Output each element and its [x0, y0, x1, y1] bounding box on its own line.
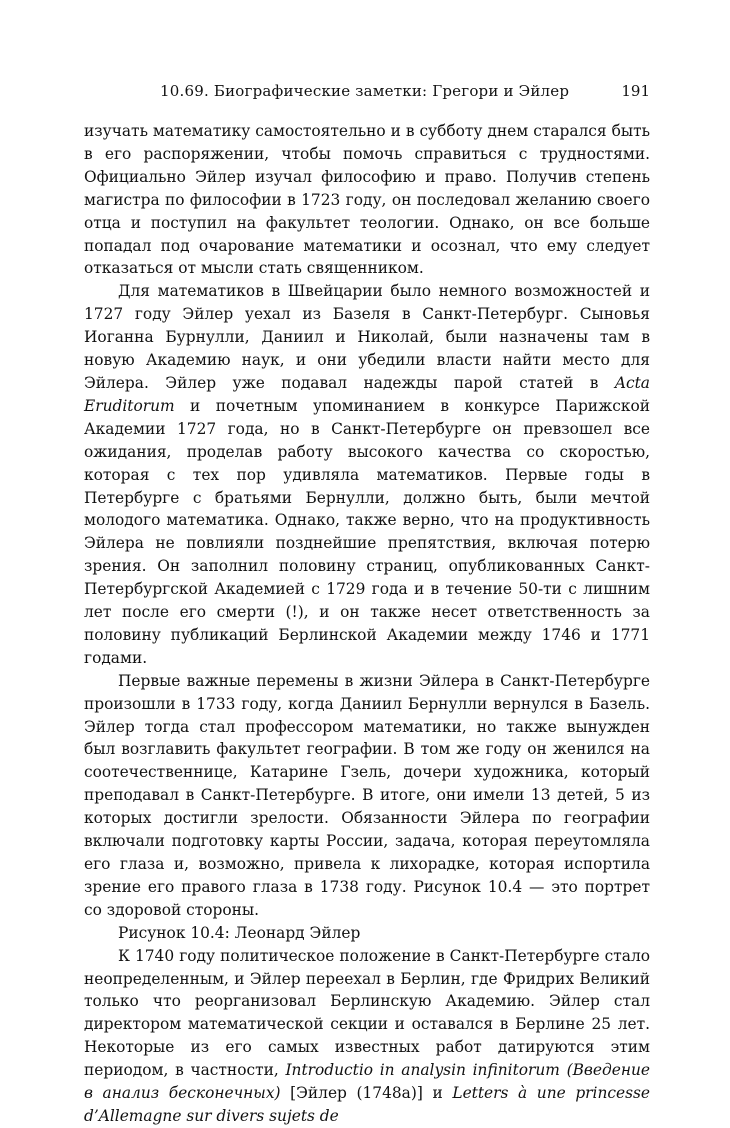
work-title-letters: Letters à une princesse d’Allemagne sur divers sujets de [84, 1084, 651, 1125]
paragraph-text: К 1740 году политическое положение в Санкт-Петербурге стало неопределенным, и Эйлер переехал в Берлин, где Фридрих Великий только что реорганизовал Берлинскую Академию. Эйлер стал директором математической секции и оставался в Берлине 25 лет. Некоторые из его самых известных работ датируются этим периодом, в частности, [84, 946, 650, 1080]
work-title-introductio: Introductio in analysin infinitorum (Введение в анализ бесконечных) [84, 1061, 650, 1103]
paragraph-text: и почетным упоминанием в конкурсе Парижской Академии 1727 года, но в Санкт-Петербурге он превзошел все ожидания, проделав работу высокого качества со скоростью, которая с тех пор удивляла математиков. Первые годы в Петербурге с братьями Бернулли, должно быть, были мечтой молодого математика. Однако, также верно, что на продуктивность Эйлера не повлияли позднейшие препятствия, включая потерю зрения. Он заполнил половину страниц, опубликованных Санкт-Петербургской Академией с 1729 года и в течение 50-ти с лишним лет после его смерти (!), и он также несет ответственность за половину публикаций Берлинской Академии между 1746 и 1771 годами. [84, 396, 650, 667]
paragraph-berlin [84, 945, 650, 1128]
journal-title: Acta Eruditorum [84, 373, 650, 415]
paragraph-petersburg [84, 280, 650, 669]
running-header [84, 82, 650, 106]
body-text [84, 120, 650, 1128]
section-title: 10.69. Биографические заметки: Грегори и Эйлер [160, 82, 570, 100]
figure-caption: Рисунок 10.4: Леонард Эйлер [118, 923, 361, 942]
paragraph-text: Для математиков в Швейцарии было немного возможностей и 1727 году Эйлер уехал из Базеля в Санкт-Петербург. Сыновья Иоганна Бурнулли, Даниил и Николай, были назначены там в новую Академию наук, и они убедили власти найти место для Эйлера. Эйлер уже подавал надежды парой статей в [84, 282, 650, 392]
paragraph-text: [Эйлер (1748a)] и [280, 1084, 453, 1103]
page-number: 191 [621, 82, 650, 100]
paragraph-changes: Первые важные перемены в жизни Эйлера в Санкт-Петербурге произошли в 1733 году, когда Даниил Бернулли вернулся в Базель. Эйлер тогда стал профессором математики, но также вынужден был возглавить факультет географии. В том же году он женился на соотечественнице, Катарине Гзель, дочери художника, который преподавал в Санкт-Петербурге. В итоге, они имели 13 детей, 5 из которых достигли зрелости. Обязанности Эйлера по географии включали подготовку карты России, задача, которая переутомляла его глаза и, возможно, привела к лихорадке, которая испортила зрение его правого глаза в 1738 году. Рисунок 10.4 — это портрет со здоровой стороны. [84, 671, 650, 919]
paragraph-continuation: изучать математику самостоятельно и в субботу днем старался быть в его распоряжении, чтобы помочь справиться с трудностями. Официально Эйлер изучал философию и право. Получив степень магистра по философии в 1723 году, он последовал желанию своего отца и поступил на факультет теологии. Однако, он все больше попадал под очарование математики и осознал, что ему следует отказаться от мысли стать священником. [84, 122, 650, 278]
